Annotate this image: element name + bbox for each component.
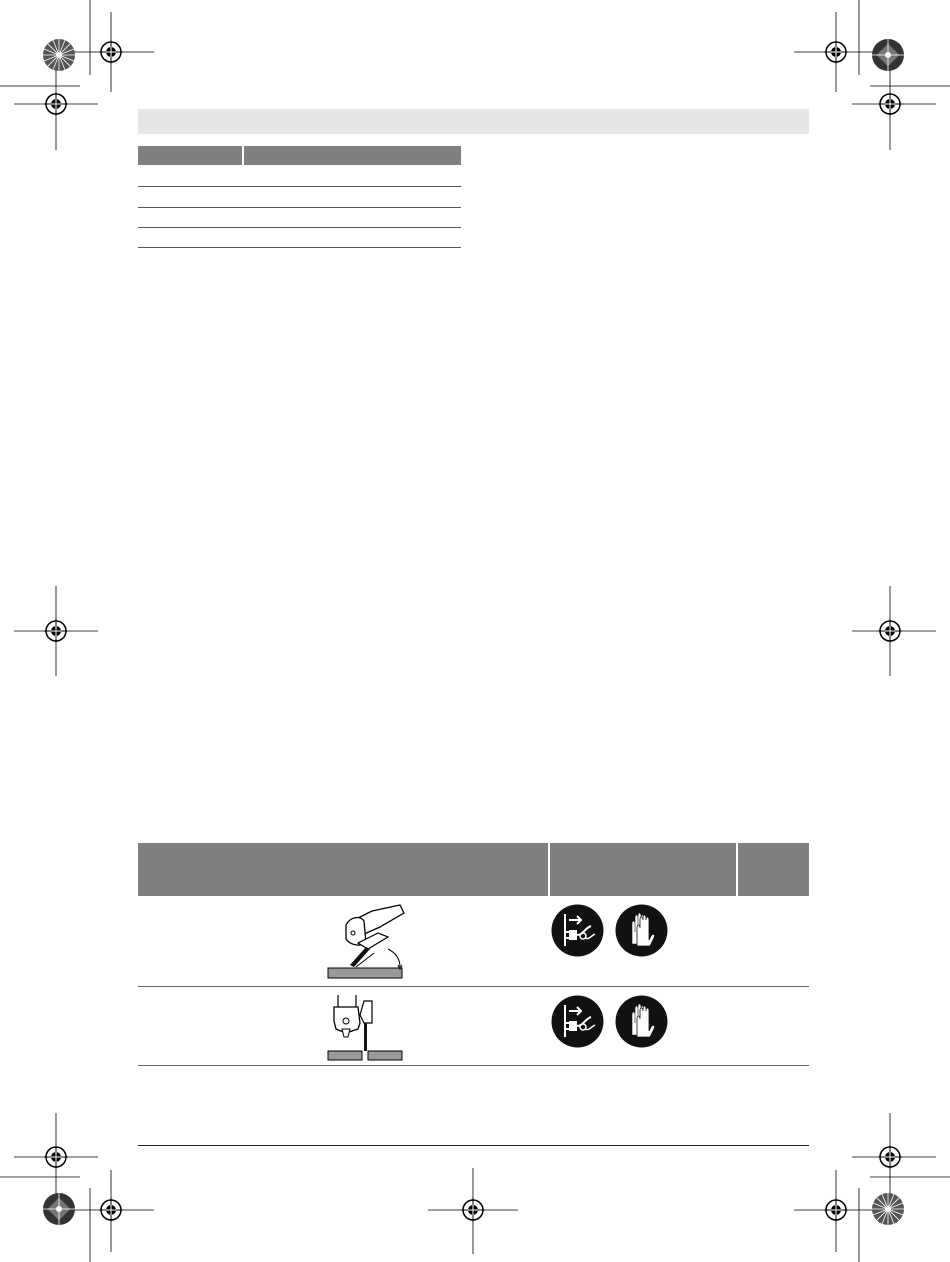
registration-mark-icon	[878, 1145, 902, 1169]
color-star-icon	[871, 1192, 905, 1226]
registration-mark-icon	[878, 92, 902, 116]
registration-mark-icon	[99, 1198, 123, 1222]
registration-mark-icon	[824, 1198, 848, 1222]
color-star-icon	[42, 1192, 76, 1226]
registration-mark-icon	[99, 40, 123, 64]
registration-mark-icon	[44, 1145, 68, 1169]
registration-mark-icon	[878, 619, 902, 643]
registration-mark-icon	[461, 1198, 485, 1222]
registration-mark-icon	[44, 92, 68, 116]
registration-mark-icon	[44, 619, 68, 643]
color-star-icon	[871, 38, 905, 72]
registration-mark-icon	[824, 40, 848, 64]
color-star-icon	[42, 38, 76, 72]
